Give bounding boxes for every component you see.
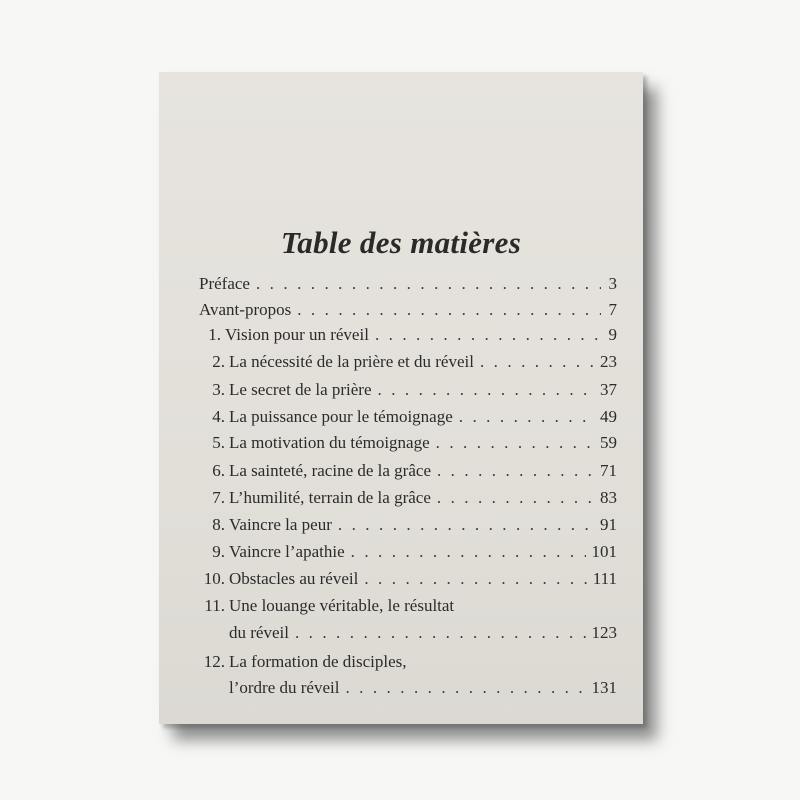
toc-entry — [193, 297, 617, 323]
toc-entry — [193, 271, 617, 297]
toc-entry-number: 3. — [212, 380, 225, 399]
toc-entry-page: 111 — [592, 569, 617, 588]
toc-entry-page: 49 — [600, 407, 617, 426]
toc-entry — [193, 539, 617, 565]
toc-entry-title: L’humilité, terrain de la grâce — [229, 488, 431, 507]
toc-entry-number: 10. — [203, 569, 225, 588]
toc-entry-number: 4. — [212, 407, 225, 426]
leader-dots — [375, 322, 601, 348]
toc-entry-title: Vaincre l’apathie — [229, 542, 345, 561]
leader-dots — [345, 675, 585, 701]
toc-entry-number: 2. — [212, 352, 225, 371]
toc-entry-page: 23 — [600, 352, 617, 371]
leader-dots — [480, 349, 594, 375]
toc-entry-page: 101 — [591, 542, 617, 561]
toc-entry-page: 91 — [600, 515, 617, 534]
toc-entry-title: La motivation du témoignage — [229, 433, 430, 452]
toc-entry-page: 3 — [608, 274, 617, 293]
toc-entry-title: Vision pour un réveil — [225, 325, 369, 344]
toc-entry — [193, 377, 617, 403]
toc-entry — [193, 485, 617, 511]
leader-dots — [295, 620, 586, 646]
leader-dots — [364, 566, 586, 592]
page-title: Table des matières — [280, 225, 522, 260]
toc-entry-title-cont: l’ordre du réveil — [229, 678, 340, 697]
toc-entry-page: 71 — [600, 461, 617, 480]
toc-entry-title: La nécessité de la prière et du réveil — [229, 352, 474, 371]
toc-entry-number: 1. — [208, 325, 221, 344]
toc-entry-title: La puissance pour le témoignage — [229, 407, 453, 426]
toc-entry-number: 9. — [212, 542, 225, 561]
toc-entry-number: 12. — [203, 652, 225, 671]
toc-entry — [193, 349, 617, 375]
toc-entry-number: 5. — [212, 433, 225, 452]
toc-entry-page: 37 — [600, 380, 617, 399]
toc-entry-title: La sainteté, racine de la grâce — [229, 461, 431, 480]
leader-dots — [437, 485, 594, 511]
toc-entry-title: Vaincre la peur — [229, 515, 332, 534]
toc-entry-page: 123 — [591, 623, 617, 642]
toc-entry — [193, 649, 617, 675]
toc-entry-page: 59 — [600, 433, 617, 452]
toc-entry-page: 9 — [608, 325, 617, 344]
toc-entry-page: 131 — [591, 678, 617, 697]
toc-entry-title-cont: du réveil — [229, 623, 289, 642]
toc-entry-continuation — [193, 620, 617, 646]
toc-entry-number: 7. — [212, 488, 225, 507]
toc-entry — [193, 512, 617, 538]
toc-entry — [193, 322, 617, 348]
toc-entry-number: 11. — [204, 596, 225, 615]
toc-entry — [193, 458, 617, 484]
toc-entry-title: Préface — [199, 274, 250, 293]
toc-entry — [193, 404, 617, 430]
leader-dots — [351, 539, 586, 565]
toc-entry-title: Avant-propos — [199, 300, 292, 319]
toc-entry — [193, 593, 617, 619]
toc-entry-number: 6. — [212, 461, 225, 480]
toc-entry-title: Obstacles au réveil — [229, 569, 359, 588]
toc-entry — [193, 430, 617, 456]
toc-entry-page: 7 — [608, 300, 617, 319]
leader-dots — [297, 297, 601, 323]
toc-entry-continuation — [193, 675, 617, 701]
leader-dots — [437, 458, 594, 484]
toc-entry-title: Une louange véritable, le résultat — [229, 596, 455, 615]
leader-dots — [436, 430, 594, 456]
leader-dots — [378, 377, 594, 403]
toc-entry-number: 8. — [212, 515, 225, 534]
leader-dots — [338, 512, 594, 538]
toc-entry-title: Le secret de la prière — [229, 380, 372, 399]
toc-entry — [193, 566, 617, 592]
leader-dots — [459, 404, 594, 430]
toc-entry-page: 83 — [600, 488, 617, 507]
leader-dots — [256, 271, 601, 297]
toc-entry-title: La formation de disciples, — [229, 652, 407, 671]
